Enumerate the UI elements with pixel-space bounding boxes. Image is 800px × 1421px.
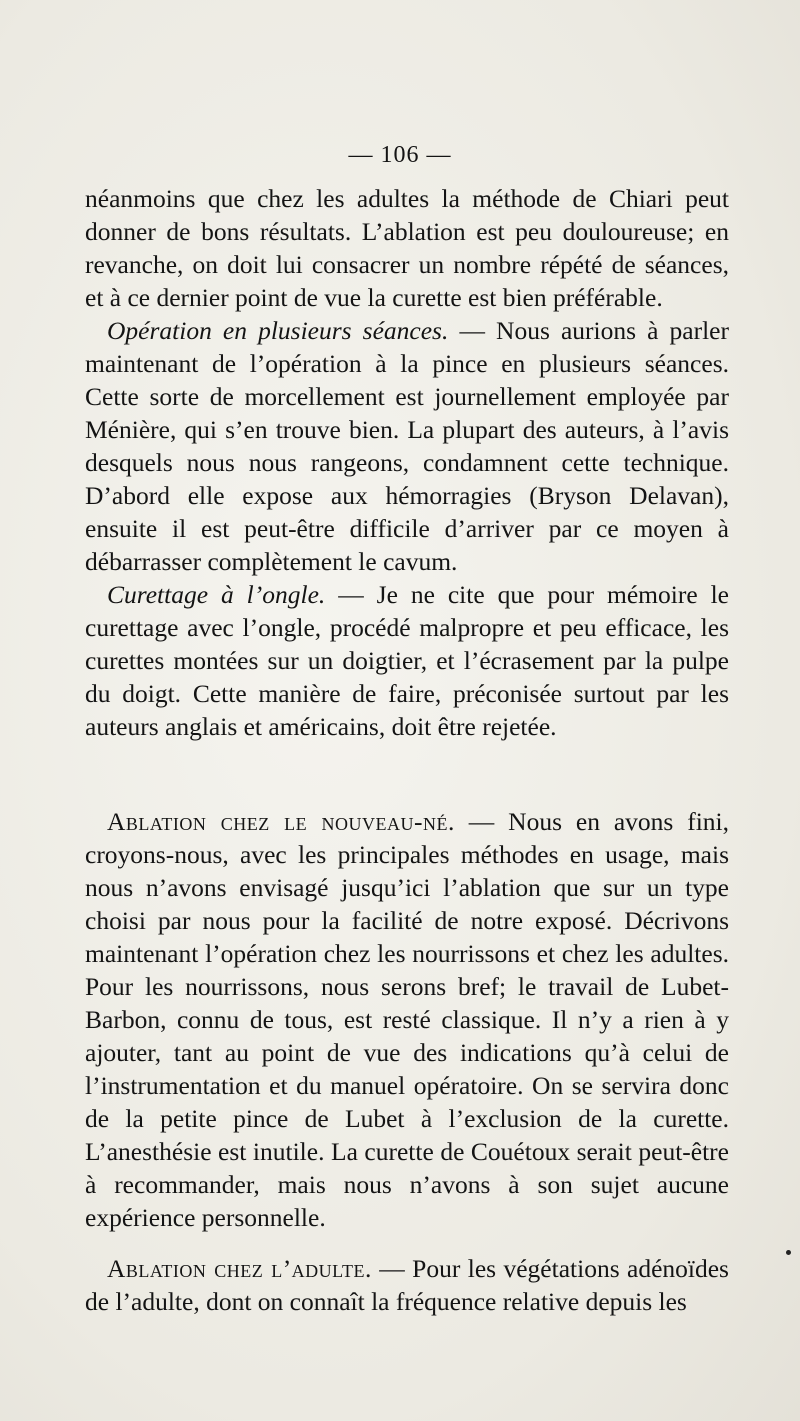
- paragraph-text: — Je ne cite que pour mémoire le curettage avec l’ongle, procédé malpropre et peu efficace, les curettes montées sur un doigtier, et l’écrasement par la pulpe du doigt. Cette manière de faire, préconisée surtout par les auteurs anglais et américains, doit être rejetée.: [85, 580, 729, 741]
- page-number: — 106 —: [348, 142, 452, 168]
- section-heading-adult-ablation: Ablation chez l’adulte.: [107, 1254, 372, 1283]
- paragraph-text: — Nous en avons fini, croyons-nous, avec les principales méthodes en usage, mais nous n’avons envisagé jusqu’ici l’ablation que sur un type choisi par nous pour la facilité de notre exposé. Décrivons maintenant l’opération chez les nourrissons et chez les adultes. Pour les nourrissons, nous serons bref; le travail de Lubet-Barbon, connu de tous, est resté classique. Il n’y a rien à y ajouter, tant au point de vue des indications qu’à celui de l’instrumentation et du manuel opératoire. On se servira donc de la petite pince de Lubet à l’exclusion de la curette. L’anesthésie est inutile. La curette de Couétoux serait peut-être à recommander, mais nous n’avons à son sujet aucune expérience personnelle.: [85, 807, 730, 1232]
- text-block-adult: [85, 1252, 729, 1318]
- paragraph-text: néanmoins que chez les adultes la méthode de Chiari peut donner de bons résultats. L’ablation est peu douloureuse; en revanche, on doit lui consacrer un nombre répété de séances, et à ce dernier point de vue la curette est bien préférable.: [85, 184, 729, 312]
- ink-spot: [786, 1250, 791, 1255]
- paragraph-text: — Pour les végétations adénoïdes de l’adulte, dont on connaît la fréquence relative depuis les: [85, 1254, 729, 1316]
- section-heading-nail-curettage: Curettage à l’ongle.: [107, 580, 326, 609]
- paragraph-text: — Nous aurions à parler maintenant de l’opération à la pince en plusieurs séances. Cette sorte de morcellement est journellement employée par Ménière, qui s’en trouve bien. La plupart des auteurs, à l’avis desquels nous nous rangeons, condamnent cette technique. D’abord elle expose aux hémorragies (Bryson Delavan), ensuite il est peut-être difficile d’arriver par ce moyen à débarrasser complètement le cavum.: [85, 316, 729, 576]
- paragraph-chiari-method: [85, 182, 729, 314]
- text-block-newborn: [85, 805, 729, 1234]
- paragraph-newborn-ablation: [85, 805, 729, 1234]
- paragraph-nail-curettage: [85, 578, 729, 743]
- section-heading-multiple-sessions: Opération en plusieurs séances.: [107, 316, 449, 345]
- paragraph-adult-ablation: [85, 1252, 729, 1318]
- section-heading-newborn-ablation: Ablation chez le nouveau-né.: [107, 807, 455, 836]
- text-block-upper: [85, 182, 729, 743]
- paragraph-multiple-sessions: [85, 314, 729, 578]
